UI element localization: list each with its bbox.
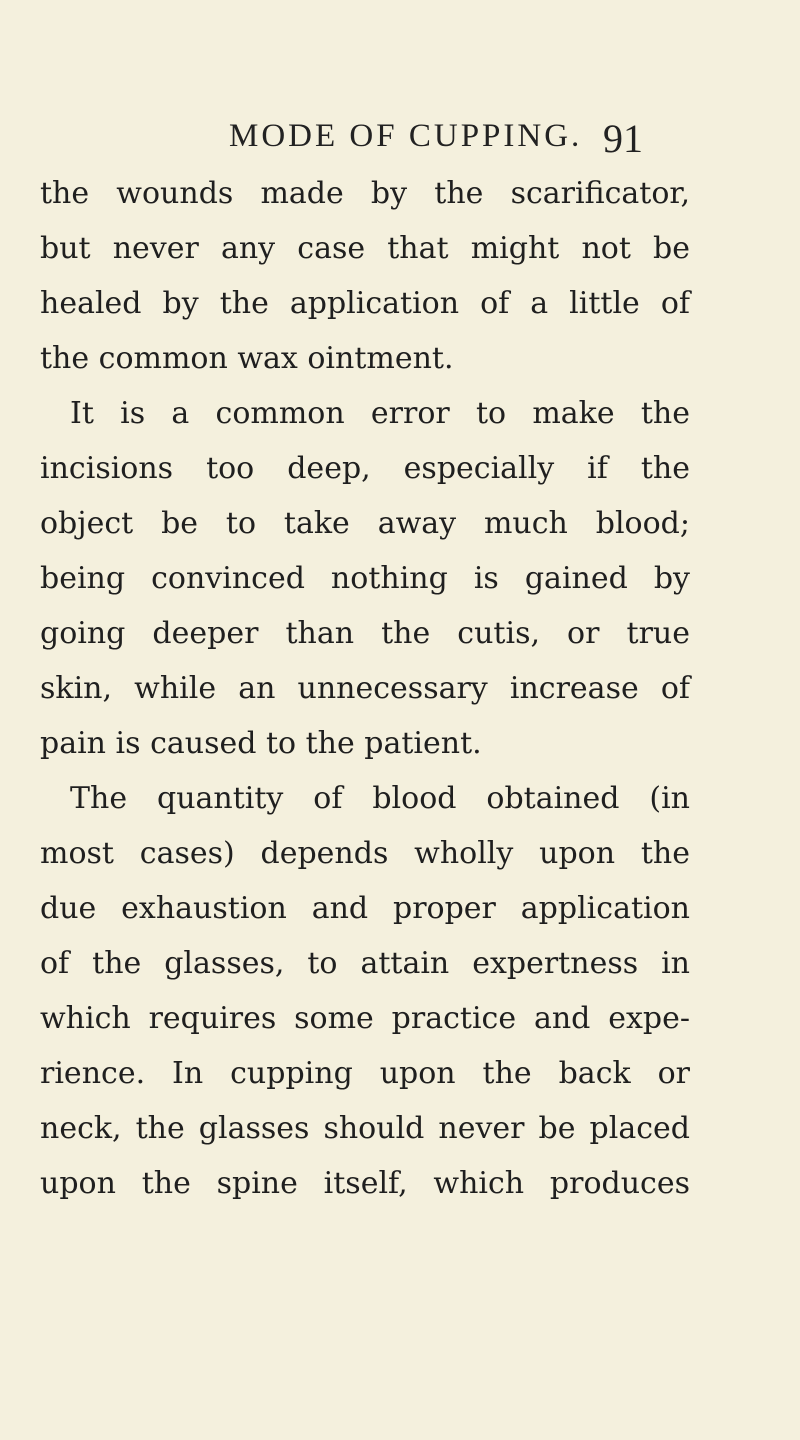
text-line: neck, the glasses should never be placed <box>40 1111 690 1146</box>
text-line: the common wax ointment. <box>40 341 454 376</box>
text-line: most cases) depends wholly upon the <box>40 836 690 871</box>
text-line: being convinced nothing is gained by <box>40 561 690 596</box>
text-line: pain is caused to the patient. <box>40 726 482 761</box>
text-line: It is a common error to make the <box>70 396 690 431</box>
text-line: healed by the application of a little of <box>40 286 690 321</box>
text-line: object be to take away much blood; <box>40 506 690 541</box>
text-line: The quantity of blood obtained (in <box>70 781 690 816</box>
text-line: of the glasses, to attain expertness in <box>40 946 690 981</box>
page-number: 91 <box>603 116 643 161</box>
text-line: due exhaustion and proper application <box>40 891 690 926</box>
running-head: MODE OF CUPPING. <box>229 118 583 154</box>
body-text <box>40 166 690 1211</box>
text-line: which requires some practice and expe- <box>40 1001 690 1036</box>
text-line: skin, while an unnecessary increase of <box>40 671 690 706</box>
text-line: but never any case that might not be <box>40 231 690 266</box>
text-line: rience. In cupping upon the back or <box>40 1056 690 1091</box>
text-line: the wounds made by the scarificator, <box>40 176 690 211</box>
text-line: upon the spine itself, which produces <box>40 1166 690 1201</box>
text-line: going deeper than the cutis, or true <box>40 616 690 651</box>
text-line: incisions too deep, especially if the <box>40 451 690 486</box>
